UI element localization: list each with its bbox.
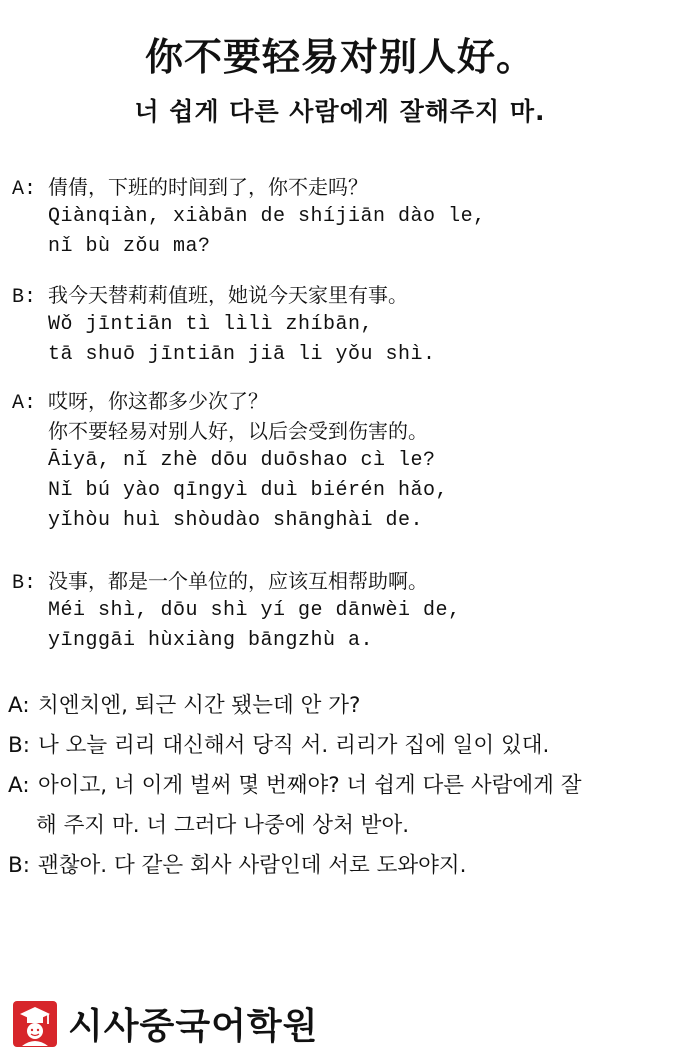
academy-logo-icon (12, 998, 58, 1048)
korean-line (8, 766, 676, 806)
korean-line (8, 726, 676, 766)
pinyin-line: Wǒ jīntiān tì lìlì zhíbān, (48, 313, 374, 336)
dialogue-line (12, 386, 672, 416)
speaker-label: B: (8, 733, 30, 758)
speaker-label: B: (8, 853, 30, 878)
academy-logo-text: 시사중국어학원 (68, 1005, 319, 1047)
chinese-text: 你不要轻易对别人好，以后会受到伤害的。 (48, 419, 428, 443)
pinyin-line: Āiyā, nǐ zhè dōu duōshao cì le? (48, 449, 436, 472)
speaker-label: A: (8, 693, 30, 718)
korean-line (8, 846, 676, 886)
korean-line: 해 주지 마. 너 그러다 나중에 상처 받아. (36, 813, 410, 838)
academy-logo (12, 996, 318, 1050)
dialogue-block-4 (12, 566, 672, 656)
korean-text: 괜찮아. 다 같은 회사 사람인데 서로 도와야지. (38, 853, 467, 878)
speaker-label: B: (12, 572, 37, 595)
pinyin-line: Qiànqiàn, xiàbān de shíjiān dào le, (48, 205, 486, 228)
dialogue-line (12, 172, 672, 202)
speaker-label: A: (12, 178, 37, 201)
dialogue-block-3 (12, 386, 672, 536)
korean-translation (8, 686, 676, 886)
dialogue-block-1 (12, 172, 672, 262)
pinyin-line: tā shuō jīntiān jiā li yǒu shì. (48, 343, 436, 366)
speaker-label: A: (12, 392, 37, 415)
dialogue-block-2 (12, 280, 672, 370)
speaker-label: A: (8, 773, 30, 798)
page-title-korean: 너 쉽게 다른 사람에게 잘해주지 마. (134, 97, 546, 126)
pinyin-line: Méi shì, dōu shì yí ge dānwèi de, (48, 599, 461, 622)
dialogue-line (12, 280, 672, 310)
korean-text: 나 오늘 리리 대신해서 당직 서. 리리가 집에 일이 있대. (38, 733, 550, 758)
dialogue-line (12, 566, 672, 596)
korean-text: 치엔치엔, 퇴근 시간 됐는데 안 가? (38, 693, 361, 718)
speaker-label: B: (12, 286, 37, 309)
pinyin-line: Nǐ bú yào qīngyì duì biérén hǎo, (48, 479, 449, 502)
pinyin-line: yǐhòu huì shòudào shānghài de. (48, 509, 424, 532)
pinyin-line: yīnggāi hùxiàng bāngzhù a. (48, 629, 374, 652)
chinese-text: 哎呀，你这都多少次了？ (48, 389, 268, 413)
chinese-text: 倩倩，下班的时间到了，你不走吗？ (48, 175, 368, 199)
korean-text: 아이고, 너 이게 벌써 몇 번째야? 너 쉽게 다른 사람에게 잘 (38, 773, 582, 798)
chinese-text: 我今天替莉莉值班，她说今天家里有事。 (48, 283, 408, 307)
page-title-chinese: 你不要轻易对别人好。 (144, 34, 535, 79)
chinese-text: 没事，都是一个单位的，应该互相帮助啊。 (48, 569, 428, 593)
korean-line (8, 686, 676, 726)
pinyin-line: nǐ bù zǒu ma? (48, 235, 211, 258)
